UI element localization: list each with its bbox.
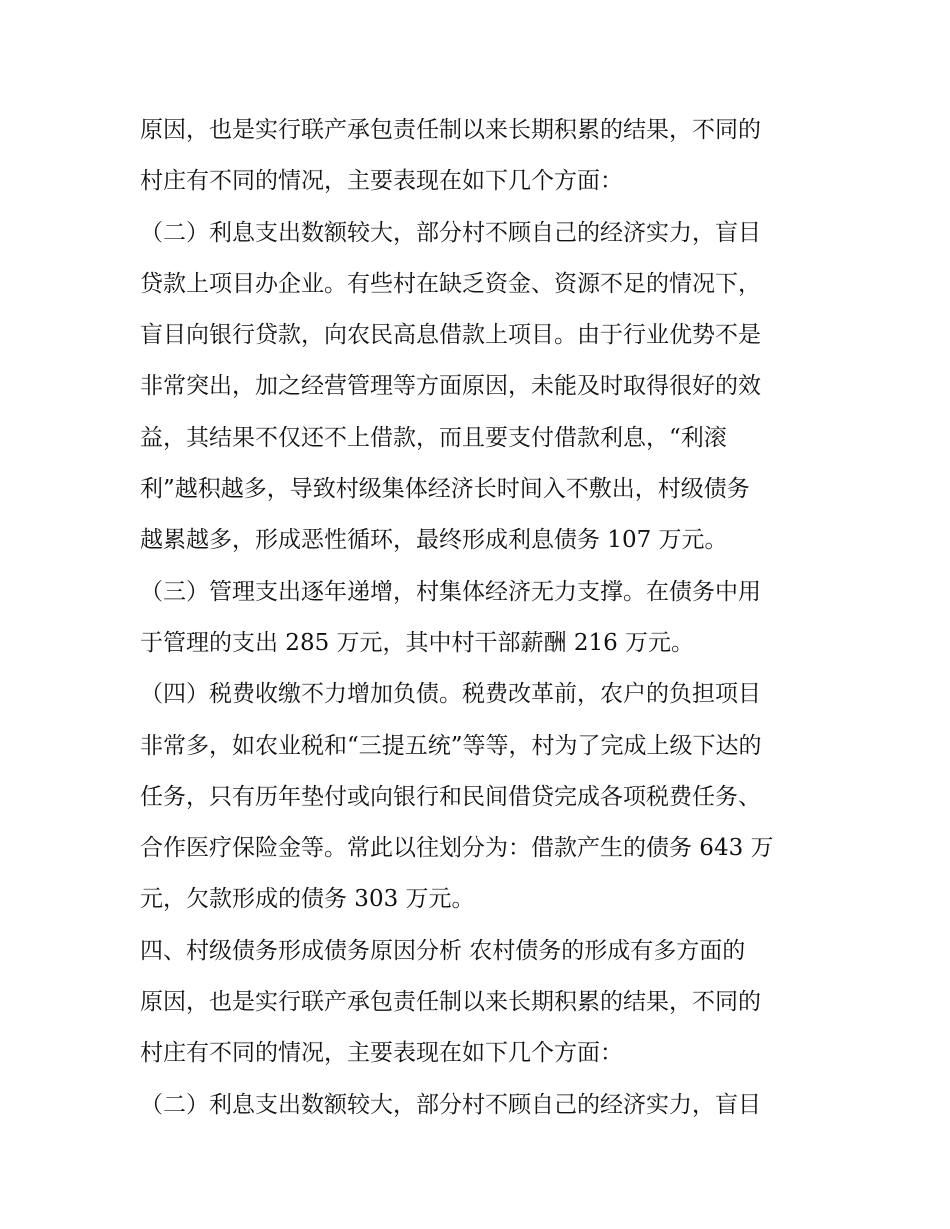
text-line: （二）利息支出数额较大，部分村不顾自己的经济实力，盲目	[140, 1091, 761, 1118]
document-body	[140, 105, 820, 1131]
text-line: 盲目向银行贷款，向农民高息借款上项目。由于行业优势不是	[140, 322, 761, 349]
text-line: 合作医疗保险金等。常此以往划分为：借款产生的债务 643 万	[140, 835, 774, 862]
text-line: 元，欠款形成的债务 303 万元。	[140, 886, 475, 913]
text-line: （三）管理支出逐年递增，村集体经济无力支撑。在债务中用	[140, 578, 761, 605]
text-line: 四、村级债务形成债务原因分析 农村债务的形成有多方面的	[140, 937, 746, 964]
text-line: 村庄有不同的情况，主要表现在如下几个方面：	[140, 168, 623, 195]
text-line: 贷款上项目办企业。有些村在缺乏资金、资源不足的情况下，	[140, 270, 761, 297]
text-line: 于管理的支出 285 万元，其中村干部薪酬 216 万元。	[140, 629, 695, 656]
text-line: 任务，只有历年垫付或向银行和民间借贷完成各项税费任务、	[140, 783, 761, 810]
text-line: 利”越积越多，导致村级集体经济长时间入不敷出，村级债务	[140, 476, 750, 503]
text-line: 非常多，如农业税和“三提五统”等等，村为了完成上级下达的	[140, 732, 762, 759]
text-line: 越累越多，形成恶性循环，最终形成利息债务 107 万元。	[140, 527, 728, 554]
text-line: 原因，也是实行联产承包责任制以来长期积累的结果，不同的	[140, 989, 761, 1016]
text-line: 村庄有不同的情况，主要表现在如下几个方面：	[140, 1040, 623, 1067]
text-line: 非常突出，加之经营管理等方面原因，未能及时取得很好的效	[140, 373, 761, 400]
text-line: 益，其结果不仅还不上借款，而且要支付借款利息，“利滚	[140, 424, 727, 451]
text-line: 原因，也是实行联产承包责任制以来长期积累的结果，不同的	[140, 117, 761, 143]
text-line: （二）利息支出数额较大，部分村不顾自己的经济实力，盲目	[140, 219, 761, 246]
text-line: （四）税费收缴不力增加负债。税费改革前，农户的负担项目	[140, 681, 761, 708]
